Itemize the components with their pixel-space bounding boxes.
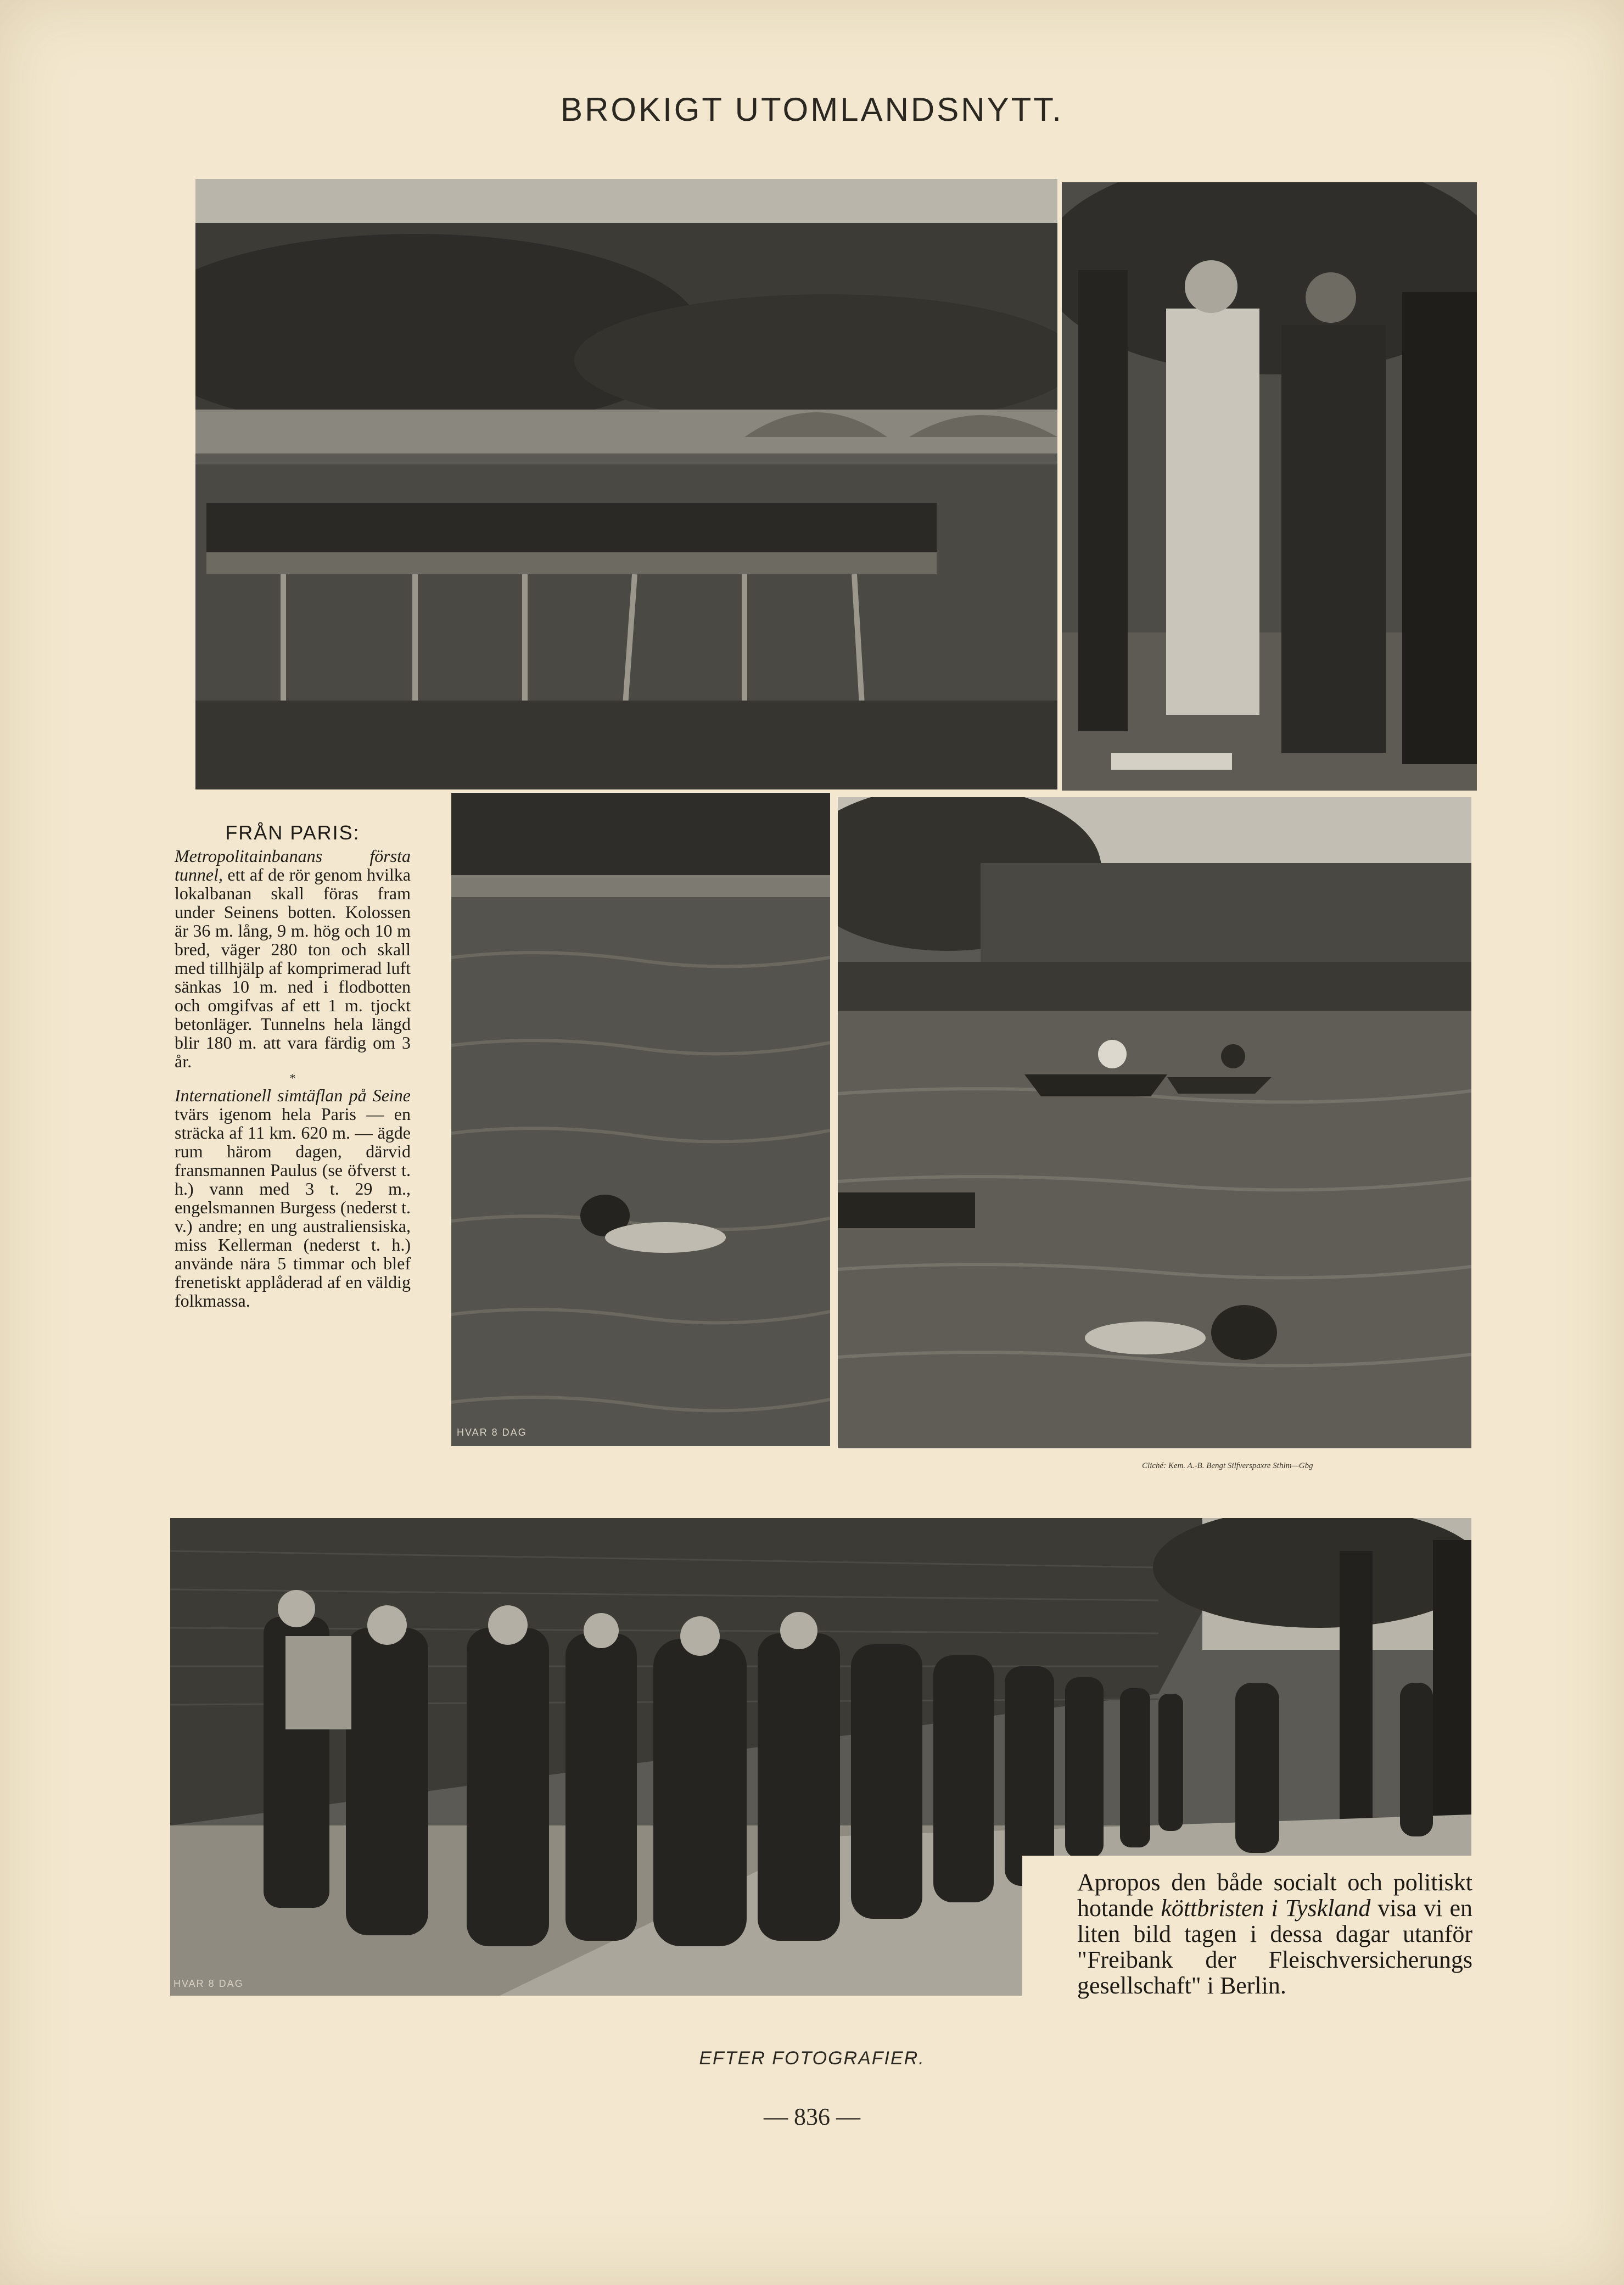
article-swim-text: tvärs igenom hela Paris — en sträcka af 11 km. 620 m. — ägde rum härom dagen, därvid fransmannen Paulus (se öfverst t. h.) vann med 3 t. 29 m., engelsmannen Burgess (nederst t. v.) andre; en ung australiensiska, miss Kellerman (nederst t. h.) använde nära 5 timmar och blef frenetiskt applåderad af en väldig folkmassa. bbox=[175, 1104, 411, 1310]
article-tunnel-text: ett af de rör genom hvilka lokalbanan skall föras fram under Seinens botten. Kolossen är 36 m. lång, 9 m. hög och 10 m bred, väger 280 ton och skall med tillhjälp af komprimerad luft sänkas 10 m. ned i flodbotten och omgifvas af ett 1 m. tjockt betonläger. Tunnelns hela längd blir 180 m. att vara färdig om 3 år. bbox=[175, 865, 411, 1071]
photo-stamp: HVAR 8 DAG bbox=[173, 1978, 244, 1989]
caption-lead: Apropos den både socialt och politiskt hotande bbox=[1077, 1869, 1472, 1922]
caption-rest: visa vi en liten bild tagen i dessa dagar utanför "Freibank der Fleischversicherungs gesellschaft" i Berlin. bbox=[1077, 1895, 1473, 1999]
section-heading: FRÅN PARIS: bbox=[225, 821, 360, 844]
berlin-caption bbox=[1077, 1869, 1472, 1998]
photo-swimmer-kellerman bbox=[838, 797, 1471, 1448]
article-swim-title: Internationell simtäflan på Seine bbox=[175, 1085, 411, 1105]
page-number: — 836 — bbox=[764, 2103, 860, 2130]
page-header: BROKIGT UTOMLANDSNYTT. bbox=[561, 91, 1063, 128]
photo-swimmer-burgess bbox=[451, 793, 830, 1446]
article-separator: * bbox=[289, 1071, 296, 1085]
paris-news-column bbox=[175, 821, 411, 1310]
cliche-credit: Cliché: Kem. A.-B. Bengt Silfverspaxre Sthlm—Gbg bbox=[1142, 1461, 1313, 1470]
photo-tunnel-construction bbox=[195, 179, 1057, 789]
article-swim-race bbox=[175, 1086, 411, 1310]
article-tunnel-title: Metropolitainbanans första tunnel, bbox=[175, 846, 411, 884]
photo-source-note: EFTER FOTOGRAFIER. bbox=[699, 2048, 925, 2069]
caption-emphasis: köttbristen i Tyskland bbox=[1161, 1895, 1371, 1922]
photo-stamp: HVAR 8 DAG bbox=[457, 1427, 527, 1438]
photo-swimmer-paulus-group bbox=[1062, 182, 1477, 791]
article-tunnel bbox=[175, 847, 411, 1071]
